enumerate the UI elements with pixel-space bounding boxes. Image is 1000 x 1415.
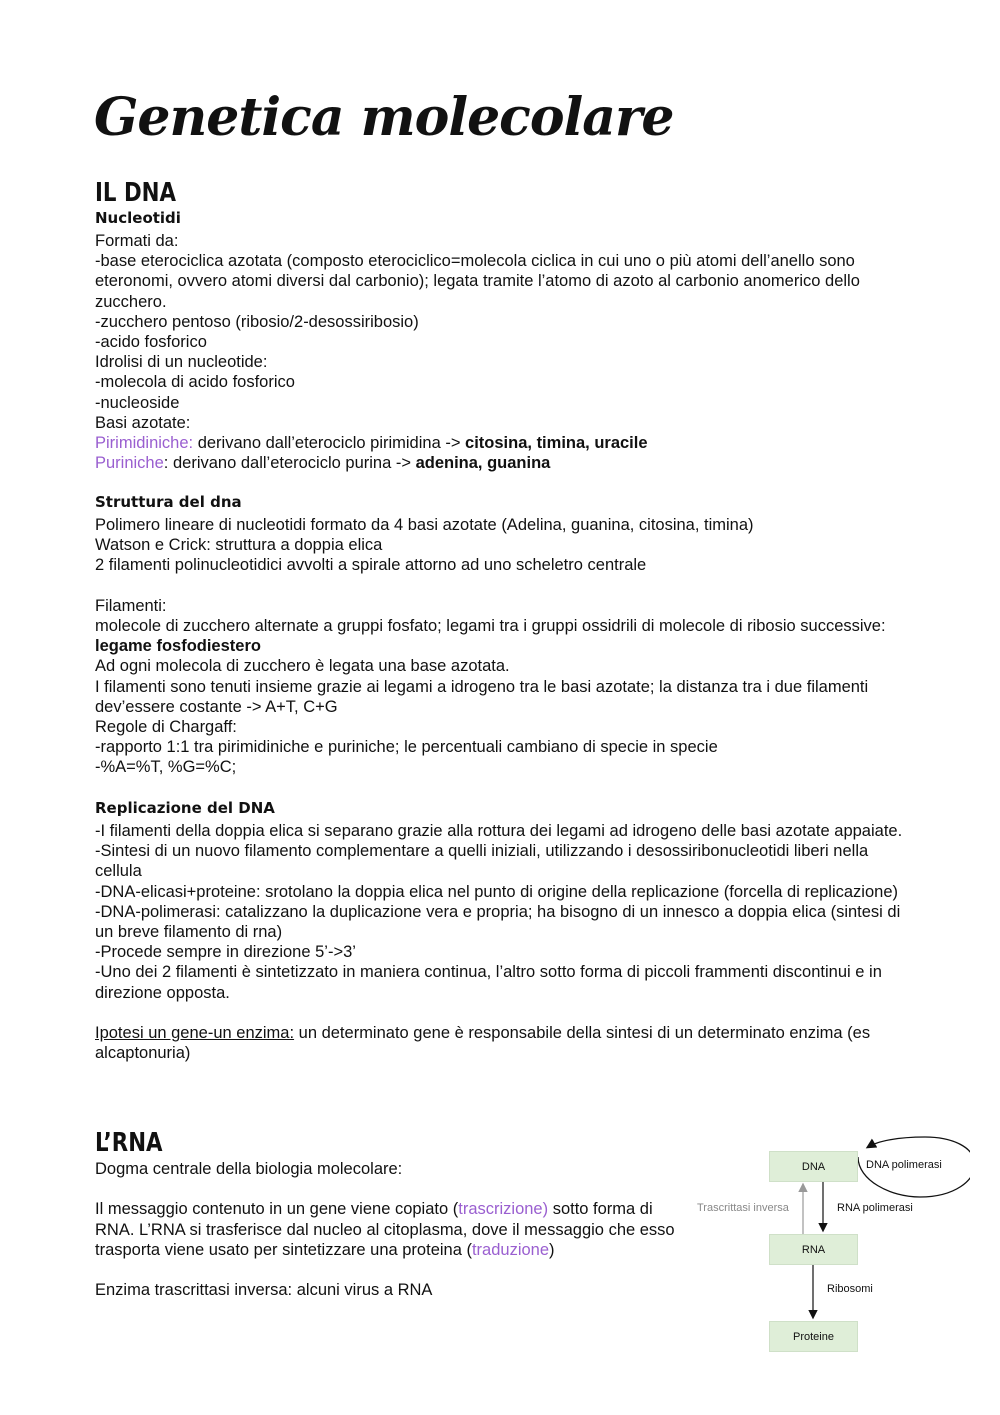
filamenti-line bbox=[95, 616, 915, 656]
text-line: -DNA-polimerasi: catalizzano la duplicazione vera e propria; ha bisogno di un innesco a doppia elica (sintesi di un breve filamento di rna) bbox=[95, 902, 901, 942]
text-line: -%A=%T, %G=%C; bbox=[95, 758, 237, 777]
box-dna: DNA bbox=[769, 1151, 858, 1182]
puriniche-text: : derivano dall’eterociclo purina -> bbox=[163, 454, 416, 473]
subheading-nucleotidi: Nucleotidi bbox=[95, 209, 181, 227]
trascrizione-term: trascrizione) bbox=[458, 1200, 549, 1219]
page-title: Genetica molecolare bbox=[94, 87, 674, 148]
text-line: -acido fosforico bbox=[95, 333, 207, 352]
text-line: Idrolisi di un nucleotide: bbox=[95, 353, 268, 372]
ipotesi-line bbox=[95, 1023, 915, 1063]
text-line: 2 filamenti polinucleotidici avvolti a spirale attorno ad uno scheletro centrale bbox=[95, 556, 647, 575]
filamenti-label: Filamenti: bbox=[95, 596, 167, 615]
traduzione-term: traduzione bbox=[471, 1240, 550, 1259]
text-line: -Uno dei 2 filamenti è sintetizzato in maniera continua, l’altro sotto forma di piccoli frammenti discontinui e in direzione opposta. bbox=[95, 963, 882, 1002]
messaggio-text-1: Il messaggio contenuto in un gene viene copiato ( bbox=[95, 1200, 459, 1219]
filamenti-text: molecole di zucchero alternate a gruppi fosfato; legami tra i gruppi ossidrili di molecole di ribosio successive: bbox=[95, 617, 886, 636]
section-heading-dna: IL DNA bbox=[95, 178, 176, 208]
messaggio-text-2: sotto forma di RNA. L’RNA si trasferisce dal nucleo al citoplasma, dove il messaggio che esso trasporta viene usato per sintetizzare una proteina ( bbox=[95, 1200, 675, 1259]
messaggio-paragraph bbox=[95, 1199, 685, 1260]
section-heading-rna: L’RNA bbox=[95, 1128, 163, 1158]
pirimidiniche-text: derivano dall’eterociclo pirimidina -> bbox=[193, 434, 466, 453]
ipotesi-text: un determinato gene è responsabile della sintesi di un determinato enzima (es alcaptonuria) bbox=[95, 1024, 871, 1063]
label-dna-polimerasi: DNA polimerasi bbox=[866, 1159, 942, 1171]
text-line: I filamenti sono tenuti insieme grazie ai legami a idrogeno tra le basi azotate; la distanza tra i due filamenti dev’essere costante -> A+T, C+G bbox=[95, 677, 869, 716]
text-line: -base eterociclica azotata (composto eterociclico=molecola ciclica in cui uno o più atomi dell’anello sono eteronomi, ovvero atomi diversi dal carbonio); legata tramite l’atomo di azoto al carbonio anomerico dello zucchero. bbox=[95, 252, 860, 311]
text-line: -molecola di acido fosforico bbox=[95, 373, 295, 392]
text-line: -Procede sempre in direzione 5’->3’ bbox=[95, 943, 356, 962]
nucleotidi-text bbox=[95, 231, 915, 473]
pirimidiniche-bases: citosina, timina, uracile bbox=[465, 434, 648, 453]
messaggio-text-3: ) bbox=[549, 1240, 555, 1259]
text-line: Regole di Chargaff: bbox=[95, 718, 237, 737]
text-line: Polimero lineare di nucleotidi formato da 4 basi azotate (Adelina, guanina, citosina, timina) bbox=[95, 516, 754, 534]
pirimidiniche-line bbox=[95, 433, 915, 453]
text-line: -nucleoside bbox=[95, 393, 180, 412]
pirimidiniche-label: Pirimidiniche: bbox=[95, 434, 194, 453]
label-rna-polimerasi: RNA polimerasi bbox=[837, 1202, 913, 1214]
dogma-line: Dogma centrale della biologia molecolare: bbox=[95, 1160, 403, 1178]
blank-line bbox=[95, 1003, 915, 1023]
text-line: Ad ogni molecola di zucchero è legata una base azotata. bbox=[95, 657, 510, 676]
text-line: Formati da: bbox=[95, 232, 179, 250]
central-dogma-diagram bbox=[690, 1135, 970, 1360]
puriniche-line bbox=[95, 453, 915, 473]
label-trascrittasi-inversa: Trascrittasi inversa bbox=[697, 1202, 789, 1214]
blank-line bbox=[95, 1179, 685, 1199]
text-line: Watson e Crick: struttura a doppia elica bbox=[95, 536, 383, 555]
filamenti-bold: legame fosfodiestero bbox=[95, 637, 261, 656]
subheading-replicazione: Replicazione del DNA bbox=[95, 799, 275, 817]
label-ribosomi: Ribosomi bbox=[827, 1283, 873, 1295]
text-line: -DNA-elicasi+proteine: srotolano la doppia elica nel punto di origine della replicazione (forcella di replicazione) bbox=[95, 882, 898, 901]
rna-text bbox=[95, 1159, 685, 1300]
puriniche-bases: adenina, guanina bbox=[415, 454, 551, 473]
box-rna: RNA bbox=[769, 1234, 858, 1265]
enzima-line: Enzima trascrittasi inversa: alcuni virus a RNA bbox=[95, 1281, 433, 1300]
ipotesi-label: Ipotesi un gene-un enzima: bbox=[95, 1024, 295, 1043]
subheading-struttura: Struttura del dna bbox=[95, 493, 242, 511]
blank-line bbox=[95, 1260, 685, 1280]
struttura-text bbox=[95, 515, 915, 778]
box-proteine: Proteine bbox=[769, 1321, 858, 1352]
text-line: -I filamenti della doppia elica si separano grazie alla rottura dei legami ad idrogeno delle basi azotate appaiate. bbox=[95, 822, 903, 840]
replicazione-text bbox=[95, 821, 915, 1063]
text-line: Basi azotate: bbox=[95, 413, 191, 432]
blank-line bbox=[95, 576, 915, 596]
text-line: -zucchero pentoso (ribosio/2-desossiribosio) bbox=[95, 312, 419, 331]
puriniche-label: Puriniche bbox=[95, 454, 164, 473]
text-line: -Sintesi di un nuovo filamento complementare a quelli iniziali, utilizzando i desossiribonucleotidi liberi nella cellula bbox=[95, 842, 869, 881]
text-line: -rapporto 1:1 tra pirimidiniche e puriniche; le percentuali cambiano di specie in specie bbox=[95, 738, 718, 757]
